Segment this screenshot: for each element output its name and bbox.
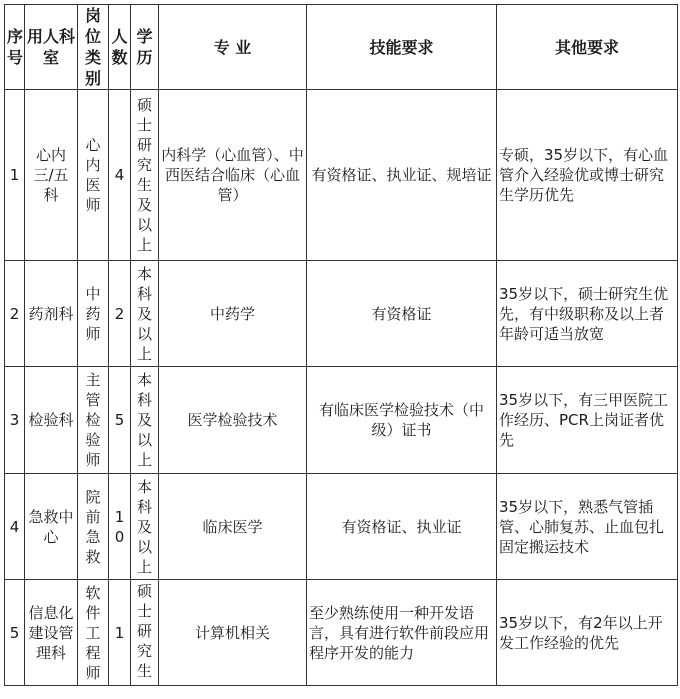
cell-count: 4 <box>109 90 131 261</box>
header-post: 岗位类别 <box>78 5 109 90</box>
cell-major: 临床医学 <box>159 474 307 580</box>
cell-count: 10 <box>109 474 131 580</box>
cell-count: 5 <box>109 367 131 474</box>
header-count: 人数 <box>109 5 131 90</box>
cell-major: 计算机相关 <box>159 580 307 686</box>
cell-seq: 3 <box>5 367 25 474</box>
cell-post: 院前急救 <box>78 474 109 580</box>
cell-dept: 检验科 <box>25 367 78 474</box>
cell-seq: 2 <box>5 261 25 367</box>
header-edu: 学历 <box>131 5 159 90</box>
cell-other: 35岁以下，硕士研究生优先，有中级职称及以上者年龄可适当放宽 <box>497 261 678 367</box>
header-skill: 技能要求 <box>307 5 497 90</box>
cell-edu: 硕士研究生及以上 <box>131 90 159 261</box>
table-row <box>5 474 678 580</box>
cell-edu: 硕士研究生 <box>131 580 159 686</box>
table-row <box>5 580 678 686</box>
cell-major: 医学检验技术 <box>159 367 307 474</box>
cell-post: 软件工程师 <box>78 580 109 686</box>
cell-post: 主管检验师 <box>78 367 109 474</box>
cell-dept: 心内三/五科 <box>25 90 78 261</box>
cell-post: 中药师 <box>78 261 109 367</box>
table-row <box>5 90 678 261</box>
cell-post: 心内医师 <box>78 90 109 261</box>
cell-count: 2 <box>109 261 131 367</box>
cell-seq: 4 <box>5 474 25 580</box>
cell-seq: 5 <box>5 580 25 686</box>
header-seq: 序号 <box>5 5 25 90</box>
cell-dept: 药剂科 <box>25 261 78 367</box>
cell-edu: 本科及以上 <box>131 367 159 474</box>
cell-other: 35岁以下，熟悉气管插管、心肺复苏、止血包扎固定搬运技术 <box>497 474 678 580</box>
cell-skill: 有资格证、执业证、规培证 <box>307 90 497 261</box>
cell-edu: 本科及以上 <box>131 474 159 580</box>
cell-other: 35岁以下，有2年以上开发工作经验的优先 <box>497 580 678 686</box>
header-dept: 用人科室 <box>25 5 78 90</box>
cell-count: 1 <box>109 580 131 686</box>
cell-major: 中药学 <box>159 261 307 367</box>
cell-other: 专硕，35岁以下，有心血管介入经验优或博士研究生学历优先 <box>497 90 678 261</box>
cell-skill: 至少熟练使用一种开发语言，具有进行软件前段应用程序开发的能力 <box>307 580 497 686</box>
cell-skill: 有资格证 <box>307 261 497 367</box>
cell-other: 35岁以下，有三甲医院工作经历、PCR上岗证者优先 <box>497 367 678 474</box>
header-other: 其他要求 <box>497 5 678 90</box>
recruitment-table <box>4 4 678 686</box>
cell-dept: 急救中心 <box>25 474 78 580</box>
cell-edu: 本科及以上 <box>131 261 159 367</box>
cell-major: 内科学（心血管）、中西医结合临床（心血管） <box>159 90 307 261</box>
table-row <box>5 367 678 474</box>
cell-dept: 信息化建设管理科 <box>25 580 78 686</box>
cell-seq: 1 <box>5 90 25 261</box>
cell-skill: 有临床医学检验技术（中级）证书 <box>307 367 497 474</box>
table-row <box>5 261 678 367</box>
cell-skill: 有资格证、执业证 <box>307 474 497 580</box>
header-row <box>5 5 678 90</box>
header-major: 专 业 <box>159 5 307 90</box>
